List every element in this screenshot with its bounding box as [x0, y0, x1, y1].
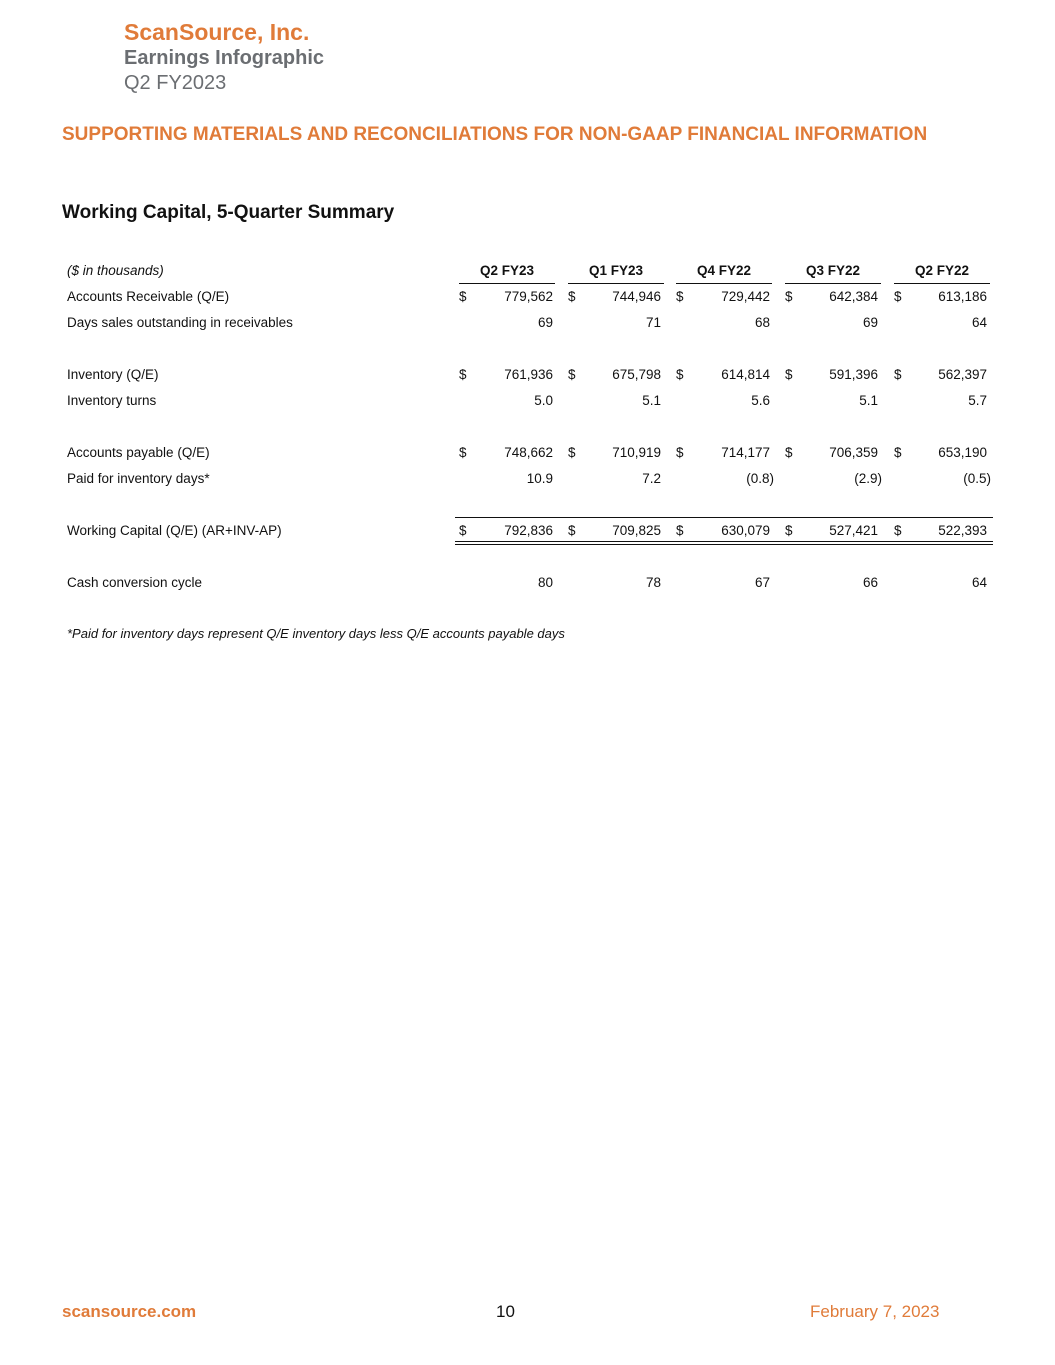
currency-symbol: $	[568, 523, 576, 538]
cell-value: 614,814	[721, 367, 770, 382]
currency-symbol: $	[459, 289, 467, 304]
table-row	[62, 310, 996, 336]
cell-value: 66	[862, 575, 878, 590]
table-row	[62, 440, 996, 466]
spacer-row	[62, 492, 996, 518]
spacer-row	[62, 544, 996, 570]
currency-symbol: $	[676, 445, 684, 460]
cell-value: 71	[645, 315, 661, 330]
cell-value: 761,936	[504, 367, 553, 382]
cell-value: 779,562	[504, 289, 553, 304]
column-header: Q4 FY22	[676, 258, 772, 284]
currency-symbol: $	[785, 289, 793, 304]
column-header: Q2 FY22	[894, 258, 990, 284]
brand-header	[124, 18, 324, 96]
currency-symbol: $	[894, 523, 902, 538]
page-number: 10	[496, 1302, 515, 1321]
cell-value: 706,359	[829, 445, 878, 460]
cell-value: 613,186	[938, 289, 987, 304]
document-subtitle: Earnings Infographic	[124, 47, 325, 69]
row-label: Cash conversion cycle	[67, 575, 203, 590]
cell-value: 642,384	[829, 289, 878, 304]
cell-value: (0.5)	[963, 471, 991, 486]
cell-value: 78	[645, 575, 661, 590]
currency-symbol: $	[676, 523, 684, 538]
row-label: Accounts Receivable (Q/E)	[67, 289, 230, 304]
cell-value: 744,946	[612, 289, 661, 304]
table-title: Working Capital, 5-Quarter Summary	[62, 202, 395, 223]
cell-value: 69	[862, 315, 878, 330]
cell-value: 64	[971, 315, 987, 330]
currency-symbol: $	[894, 367, 902, 382]
currency-symbol: $	[459, 523, 467, 538]
currency-symbol: $	[785, 367, 793, 382]
cell-value: 562,397	[938, 367, 987, 382]
cell-value: 7.2	[642, 471, 661, 486]
section-title: SUPPORTING MATERIALS AND RECONCILIATIONS FOR NON-GAAP FINANCIAL INFORMATION	[62, 124, 928, 145]
row-label: Accounts payable (Q/E)	[67, 445, 210, 460]
working-capital-table	[62, 258, 996, 596]
cell-value: 748,662	[504, 445, 553, 460]
document-period: Q2 FY2023	[124, 72, 227, 94]
cell-value: 709,825	[612, 523, 661, 538]
currency-symbol: $	[568, 445, 576, 460]
table-row	[62, 362, 996, 388]
cell-value: 10.9	[526, 471, 553, 486]
cell-value: 64	[971, 575, 987, 590]
company-name: ScanSource, Inc.	[124, 19, 310, 45]
cell-value: 729,442	[721, 289, 770, 304]
currency-symbol: $	[676, 367, 684, 382]
table-header-row	[62, 258, 996, 284]
table-row	[62, 570, 996, 596]
cell-value: 5.6	[751, 393, 770, 408]
currency-symbol: $	[568, 367, 576, 382]
cell-value: 522,393	[938, 523, 987, 538]
table-row-total	[62, 518, 996, 544]
column-header: Q3 FY22	[785, 258, 881, 284]
currency-symbol: $	[894, 289, 902, 304]
cell-value: 630,079	[721, 523, 770, 538]
cell-value: 67	[754, 575, 770, 590]
cell-value: 591,396	[829, 367, 878, 382]
currency-symbol: $	[676, 289, 684, 304]
row-label: Inventory turns	[67, 393, 157, 408]
spacer-row	[62, 336, 996, 362]
table-row	[62, 284, 996, 310]
cell-value: 5.7	[968, 393, 987, 408]
currency-symbol: $	[568, 289, 576, 304]
row-label: Paid for inventory days*	[67, 471, 210, 486]
row-label: Working Capital (Q/E) (AR+INV-AP)	[67, 523, 282, 538]
cell-value: 527,421	[829, 523, 878, 538]
cell-value: 5.1	[859, 393, 878, 408]
currency-symbol: $	[459, 367, 467, 382]
column-header: Q2 FY23	[459, 258, 555, 284]
table-row	[62, 466, 996, 492]
currency-symbol: $	[459, 445, 467, 460]
cell-value: (0.8)	[746, 471, 774, 486]
cell-value: (2.9)	[854, 471, 882, 486]
cell-value: 792,836	[504, 523, 553, 538]
column-header: Q1 FY23	[568, 258, 664, 284]
currency-symbol: $	[785, 523, 793, 538]
cell-value: 69	[537, 315, 553, 330]
currency-symbol: $	[894, 445, 902, 460]
cell-value: 710,919	[612, 445, 661, 460]
row-label: Inventory (Q/E)	[67, 367, 159, 382]
units-note: ($ in thousands)	[67, 263, 164, 278]
footer-date: February 7, 2023	[810, 1302, 940, 1321]
cell-value: 675,798	[612, 367, 661, 382]
cell-value: 68	[754, 315, 770, 330]
cell-value: 653,190	[938, 445, 987, 460]
table-footnote: *Paid for inventory days represent Q/E inventory days less Q/E accounts payable days	[67, 626, 565, 641]
cell-value: 5.1	[642, 393, 661, 408]
footer-website-link[interactable]: scansource.com	[62, 1302, 197, 1321]
cell-value: 80	[537, 575, 553, 590]
currency-symbol: $	[785, 445, 793, 460]
table-row	[62, 388, 996, 414]
row-label: Days sales outstanding in receivables	[67, 315, 293, 330]
cell-value: 714,177	[721, 445, 770, 460]
spacer-row	[62, 414, 996, 440]
cell-value: 5.0	[534, 393, 553, 408]
